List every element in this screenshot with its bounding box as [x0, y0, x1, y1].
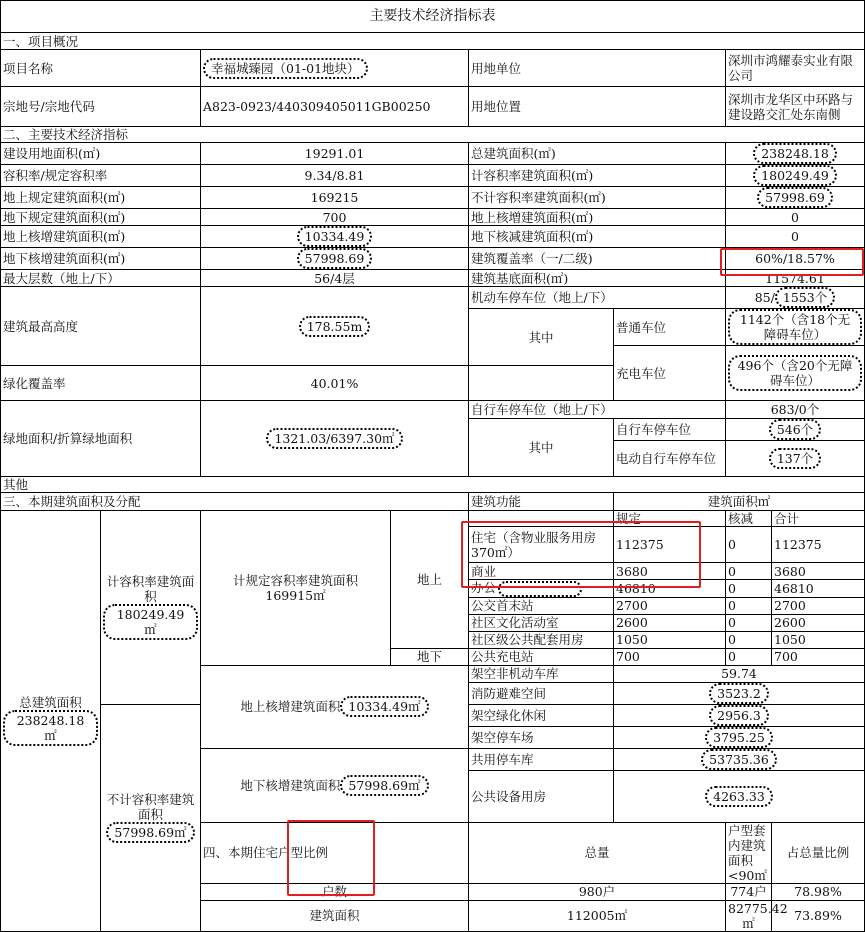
height-value: 178.55m [299, 316, 371, 337]
function-item: 公交首末站 [469, 597, 614, 614]
redaction-mark [498, 581, 582, 597]
location-label: 用地位置 [469, 87, 726, 127]
ratio-row-small: 774户 [726, 883, 772, 900]
increase-item: 消防避难空间 [469, 682, 614, 704]
function-rule: 2600 [614, 614, 726, 631]
increase-value: 59.74 [614, 665, 865, 682]
below-value-cell [614, 748, 865, 770]
indicator-value [726, 187, 865, 209]
ratio-row-total: 980户 [469, 883, 726, 900]
total-area-value: 238248.18 [753, 143, 837, 164]
indicator-label: 地下核减建筑面积(㎡) [469, 226, 726, 248]
indicator-value: 9.34/8.81 [201, 165, 469, 187]
indicator-label: 地下核增建筑面积(㎡) [1, 248, 201, 270]
indicator-label: 地上规定建筑面积(㎡) [1, 187, 201, 209]
bike-sub-value: 546个 [769, 419, 821, 440]
below-increase-value: 57998.69 [297, 248, 373, 269]
project-name-cell [201, 50, 469, 87]
indicator-value: 60%/18.57% [726, 248, 865, 270]
motor-parking-label: 机动车停车位（地上/下） [469, 287, 726, 309]
below-value: 4263.33 [705, 786, 773, 807]
function-reduce: 0 [726, 580, 772, 598]
bike-qizhong: 其中 [469, 419, 614, 477]
bike-sub-cell [726, 419, 865, 441]
function-rule: 112375 [614, 527, 726, 563]
small-col-header: 户型套内建筑面积<90㎡ [726, 822, 772, 883]
nonfar-label: 不计容积率建筑面积 [106, 792, 195, 822]
below-increase-value2: 57998.69㎡ [340, 775, 428, 796]
function-total: 1050 [772, 631, 865, 648]
motor-above: 85 [754, 290, 771, 305]
above-ground-label: 地上 [391, 511, 469, 649]
function-item: 社区级公共配套用房 [469, 631, 614, 648]
function-item: 社区文化活动室 [469, 614, 614, 631]
rule-area-label: 计规定容积率建筑面积 [232, 572, 358, 588]
function-item: 住宅（含物业服务用房370㎡） [469, 527, 614, 563]
motor-parking-cell: 85/ 1553个 [726, 287, 865, 309]
above-increase-cell [201, 665, 469, 748]
area-header: 建筑面积㎡ [614, 493, 865, 511]
other-row: 其他 [1, 477, 865, 493]
increase-value: 2956.3 [709, 705, 769, 726]
normal-parking-cell [726, 309, 865, 346]
indicator-value: 56/4层 [201, 270, 469, 287]
indicator-value: 0 [726, 209, 865, 226]
ebike-cell [726, 441, 865, 477]
below-increase-cell [201, 748, 469, 822]
function-rule: 46810 [614, 580, 726, 598]
increase-value: 3795.25 [705, 727, 773, 748]
parking-qizhong: 其中 [469, 309, 614, 366]
below-value: 53735.36 [701, 749, 777, 770]
function-total: 700 [772, 648, 865, 665]
increase-value-cell [614, 726, 865, 748]
land-unit-label: 用地单位 [469, 50, 726, 87]
function-item [469, 580, 614, 598]
function-item: 商业 [469, 563, 614, 580]
indicator-label: 计容积率建筑面积(㎡) [469, 165, 726, 187]
ratio-col-header: 占总量比例 [772, 822, 865, 883]
indicator-value: 0 [726, 226, 865, 248]
total-col-header: 总量 [469, 822, 726, 883]
below-value-cell [614, 770, 865, 822]
indicator-value: 169215 [201, 187, 469, 209]
nonfar-area-value: 57998.69 [757, 187, 833, 208]
nonfar-value: 57998.69㎡ [106, 822, 194, 843]
bike-parking-value: 683/0个 [726, 401, 865, 419]
ratio-row-small: 82775.42㎡ [726, 900, 772, 931]
section2-header: 二、主要技术经济指标 [1, 127, 865, 143]
far-area-value2: 180249.49㎡ [103, 604, 198, 640]
motor-below: 1553个 [775, 287, 835, 308]
height-label: 建筑最高高度 [1, 287, 201, 366]
function-reduce: 0 [726, 631, 772, 648]
green-area-label: 绿地面积/折算绿地面积 [1, 401, 201, 477]
increase-item: 架空停车场 [469, 726, 614, 748]
height-cell [201, 287, 469, 366]
increase-item: 架空绿化休闲 [469, 704, 614, 726]
function-total: 46810 [772, 580, 865, 598]
function-total: 2600 [772, 614, 865, 631]
increase-value-cell [614, 682, 865, 704]
indicator-value: 11574.61 [726, 270, 865, 287]
ebike-label: 电动自行车停车位 [614, 441, 726, 477]
bike-parking-label: 自行车停车位（地上/下） [469, 401, 726, 419]
indicator-value [726, 165, 865, 187]
above-increase-label: 地上核增建筑面积 [240, 699, 341, 714]
total-area-label-cell [1, 511, 101, 932]
ratio-row-label: 户数 [201, 883, 469, 900]
col-reduce-header: 核减 [726, 511, 772, 527]
project-name-label: 项目名称 [1, 50, 201, 87]
function-total: 112375 [772, 527, 865, 563]
table-title: 主要技术经济指标表 [1, 1, 865, 33]
ratio-row-ratio: 78.98% [772, 883, 865, 900]
function-item-label: 办公 [471, 580, 497, 595]
far-area-label: 计容积率建筑面积 [106, 574, 195, 605]
ratio-row-total: 112005㎡ [469, 900, 726, 931]
normal-parking-value: 1142个（含18个无障碍车位） [728, 309, 862, 345]
indicator-label: 地上核増建筑面积(㎡) [469, 209, 726, 226]
function-reduce: 0 [726, 563, 772, 580]
indicator-label: 容积率/规定容积率 [1, 165, 201, 187]
indicator-label: 地下规定建筑面积(㎡) [1, 209, 201, 226]
below-item: 公共设备用房 [469, 770, 614, 822]
normal-parking-label: 普通车位 [614, 309, 726, 346]
section1-header: 一、项目概况 [1, 33, 865, 50]
function-item: 公共充电站 [469, 648, 614, 665]
increase-value-cell [614, 704, 865, 726]
indicator-label: 建设用地面积(㎡) [1, 143, 201, 165]
indicator-label: 总建筑面积(㎡) [469, 143, 726, 165]
function-reduce: 0 [726, 527, 772, 563]
function-rule: 700 [614, 648, 726, 665]
section4-header: 四、本期住宅户型比例 [201, 822, 469, 883]
below-ground-label: 地下 [391, 648, 469, 665]
rule-area-cell [201, 511, 391, 666]
charge-parking-cell [726, 346, 865, 401]
section3-header: 三、本期建筑面积及分配 [1, 493, 469, 511]
above-increase-value: 10334.49 [297, 226, 373, 247]
function-total: 3680 [772, 563, 865, 580]
bike-sub-label: 自行车停车位 [614, 419, 726, 441]
ratio-row-ratio: 73.89% [772, 900, 865, 931]
green-rate-value: 40.01% [201, 366, 469, 401]
land-unit: 深圳市鸿耀泰实业有限公司 [726, 50, 865, 87]
ratio-row-label: 建筑面积 [201, 900, 469, 931]
function-reduce: 0 [726, 648, 772, 665]
total-area-value2: 238248.18㎡ [3, 710, 98, 746]
green-area-cell [201, 401, 469, 477]
rule-area-value: 169915㎡ [265, 587, 326, 603]
parcel-value: A823-0923/440309405011GB00250 [201, 87, 469, 127]
function-total: 2700 [772, 597, 865, 614]
below-item: 共用停车库 [469, 748, 614, 770]
function-header: 建筑功能 [469, 493, 614, 511]
above-increase-value2: 10334.49㎡ [340, 696, 428, 717]
function-rule: 3680 [614, 563, 726, 580]
total-area-label: 总建筑面积 [19, 695, 82, 711]
charge-parking-label: 充电车位 [614, 346, 726, 401]
indicator-value: 19291.01 [201, 143, 469, 165]
green-area-value: 1321.03/6397.30㎡ [266, 428, 402, 449]
function-rule: 2700 [614, 597, 726, 614]
ebike-value: 137个 [769, 448, 821, 469]
indicator-value [201, 226, 469, 248]
below-increase-label: 地下核增建筑面积 [240, 777, 341, 793]
indicator-label: 建筑覆盖率（一/二级) [469, 248, 726, 270]
nonfar-label-cell [101, 704, 201, 931]
area-blank [469, 511, 614, 527]
increase-value: 3523.2 [709, 683, 769, 704]
function-reduce: 0 [726, 597, 772, 614]
function-rule: 1050 [614, 631, 726, 648]
indicator-label: 不计容积率建筑面积(㎡) [469, 187, 726, 209]
indicator-value [726, 143, 865, 165]
indicator-value [201, 248, 469, 270]
green-rate-label: 绿化覆盖率 [1, 366, 201, 401]
indicator-label: 建筑基底面积(㎡) [469, 270, 726, 287]
far-area-label-cell [101, 511, 201, 705]
far-area-value: 180249.49 [753, 165, 837, 186]
indicator-label: 地上核增建筑面积(㎡) [1, 226, 201, 248]
col-total-header: 合计 [772, 511, 865, 527]
increase-item: 架空非机动车库 [469, 665, 614, 682]
parcel-label: 宗地号/宗地代码 [1, 87, 201, 127]
indicator-label: 最大层数（地上/下） [1, 270, 201, 287]
project-name: 幸福城臻园（01-01地块） [203, 58, 368, 79]
function-reduce: 0 [726, 614, 772, 631]
col-rule-header: 规定 [614, 511, 726, 527]
location-value: 深圳市龙华区中环路与建设路交汇处东南侧 [726, 87, 865, 127]
indicator-value: 700 [201, 209, 469, 226]
charge-parking-value: 496个（含20个无障碍车位） [728, 355, 862, 391]
